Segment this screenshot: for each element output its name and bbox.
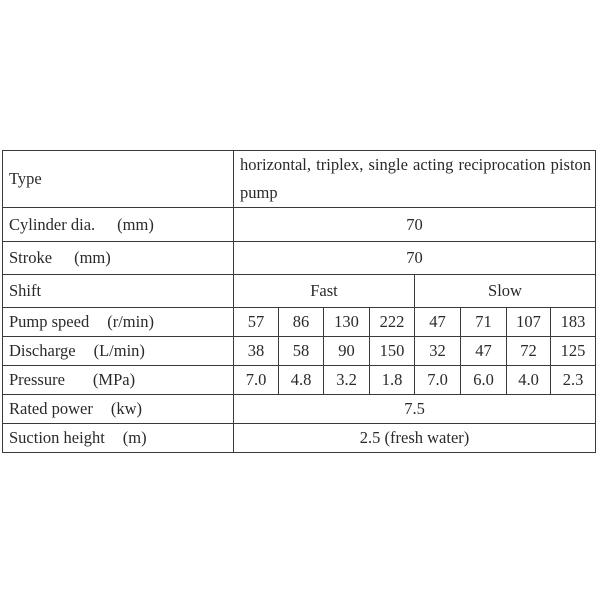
stroke-label-text: Stroke: [9, 248, 53, 267]
suction-height-label: [3, 424, 234, 453]
rated-power-unit: (kw): [110, 399, 143, 418]
pressure-cell: 6.0: [461, 366, 507, 395]
row-suction-height: [3, 424, 596, 453]
pump-speed-cell: 86: [279, 308, 324, 337]
suction-height-value: 2.5 (fresh water): [234, 424, 596, 453]
suction-height-unit: (m): [122, 428, 147, 447]
stroke-value: 70: [234, 242, 596, 275]
pressure-cell: 7.0: [234, 366, 279, 395]
pressure-label: [3, 366, 234, 395]
shift-slow: Slow: [415, 275, 596, 308]
row-shift: [3, 275, 596, 308]
row-discharge: [3, 337, 596, 366]
stroke-unit: (mm): [74, 248, 111, 267]
type-value: horizontal, triplex, single acting reciprocation piston pump: [234, 151, 596, 208]
pump-speed-label-text: Pump speed: [9, 312, 90, 331]
pressure-cell: 3.2: [324, 366, 370, 395]
row-type: [3, 151, 596, 208]
discharge-cell: 47: [461, 337, 507, 366]
rated-power-value: 7.5: [234, 395, 596, 424]
row-pump-speed: [3, 308, 596, 337]
pump-speed-cell: 107: [507, 308, 551, 337]
row-rated-power: [3, 395, 596, 424]
pump-speed-cell: 57: [234, 308, 279, 337]
cylinder-dia-label: [3, 208, 234, 242]
pump-speed-cell: 130: [324, 308, 370, 337]
discharge-cell: 38: [234, 337, 279, 366]
discharge-cell: 150: [370, 337, 415, 366]
rated-power-label-text: Rated power: [9, 399, 93, 418]
rated-power-label: [3, 395, 234, 424]
pressure-cell: 2.3: [551, 366, 596, 395]
cylinder-dia-label-text: Cylinder dia.: [9, 214, 96, 234]
discharge-cell: 72: [507, 337, 551, 366]
pressure-unit: (MPa): [92, 370, 136, 389]
row-cylinder-dia: [3, 208, 596, 242]
pump-speed-cell: 183: [551, 308, 596, 337]
row-pressure: [3, 366, 596, 395]
shift-label: Shift: [3, 275, 234, 308]
pump-speed-unit: (r/min): [107, 312, 154, 331]
shift-fast: Fast: [234, 275, 415, 308]
row-stroke: [3, 242, 596, 275]
cylinder-dia-value: 70: [234, 208, 596, 242]
suction-height-label-text: Suction height: [9, 428, 105, 447]
pump-speed-label: [3, 308, 234, 337]
discharge-cell: 125: [551, 337, 596, 366]
pump-speed-cell: 222: [370, 308, 415, 337]
pressure-cell: 1.8: [370, 366, 415, 395]
discharge-unit: (L/min): [93, 341, 145, 360]
discharge-cell: 90: [324, 337, 370, 366]
discharge-label-text: Discharge: [9, 341, 76, 360]
discharge-cell: 32: [415, 337, 461, 366]
discharge-cell: 58: [279, 337, 324, 366]
pressure-cell: 7.0: [415, 366, 461, 395]
pressure-cell: 4.8: [279, 366, 324, 395]
pressure-label-text: Pressure: [9, 370, 65, 389]
stroke-label: [3, 242, 234, 275]
type-label: Type: [3, 151, 234, 208]
discharge-label: [3, 337, 234, 366]
cylinder-dia-unit: (mm): [117, 214, 154, 234]
pump-speed-cell: 47: [415, 308, 461, 337]
pump-speed-cell: 71: [461, 308, 507, 337]
pressure-cell: 4.0: [507, 366, 551, 395]
pump-spec-table: [2, 150, 596, 453]
